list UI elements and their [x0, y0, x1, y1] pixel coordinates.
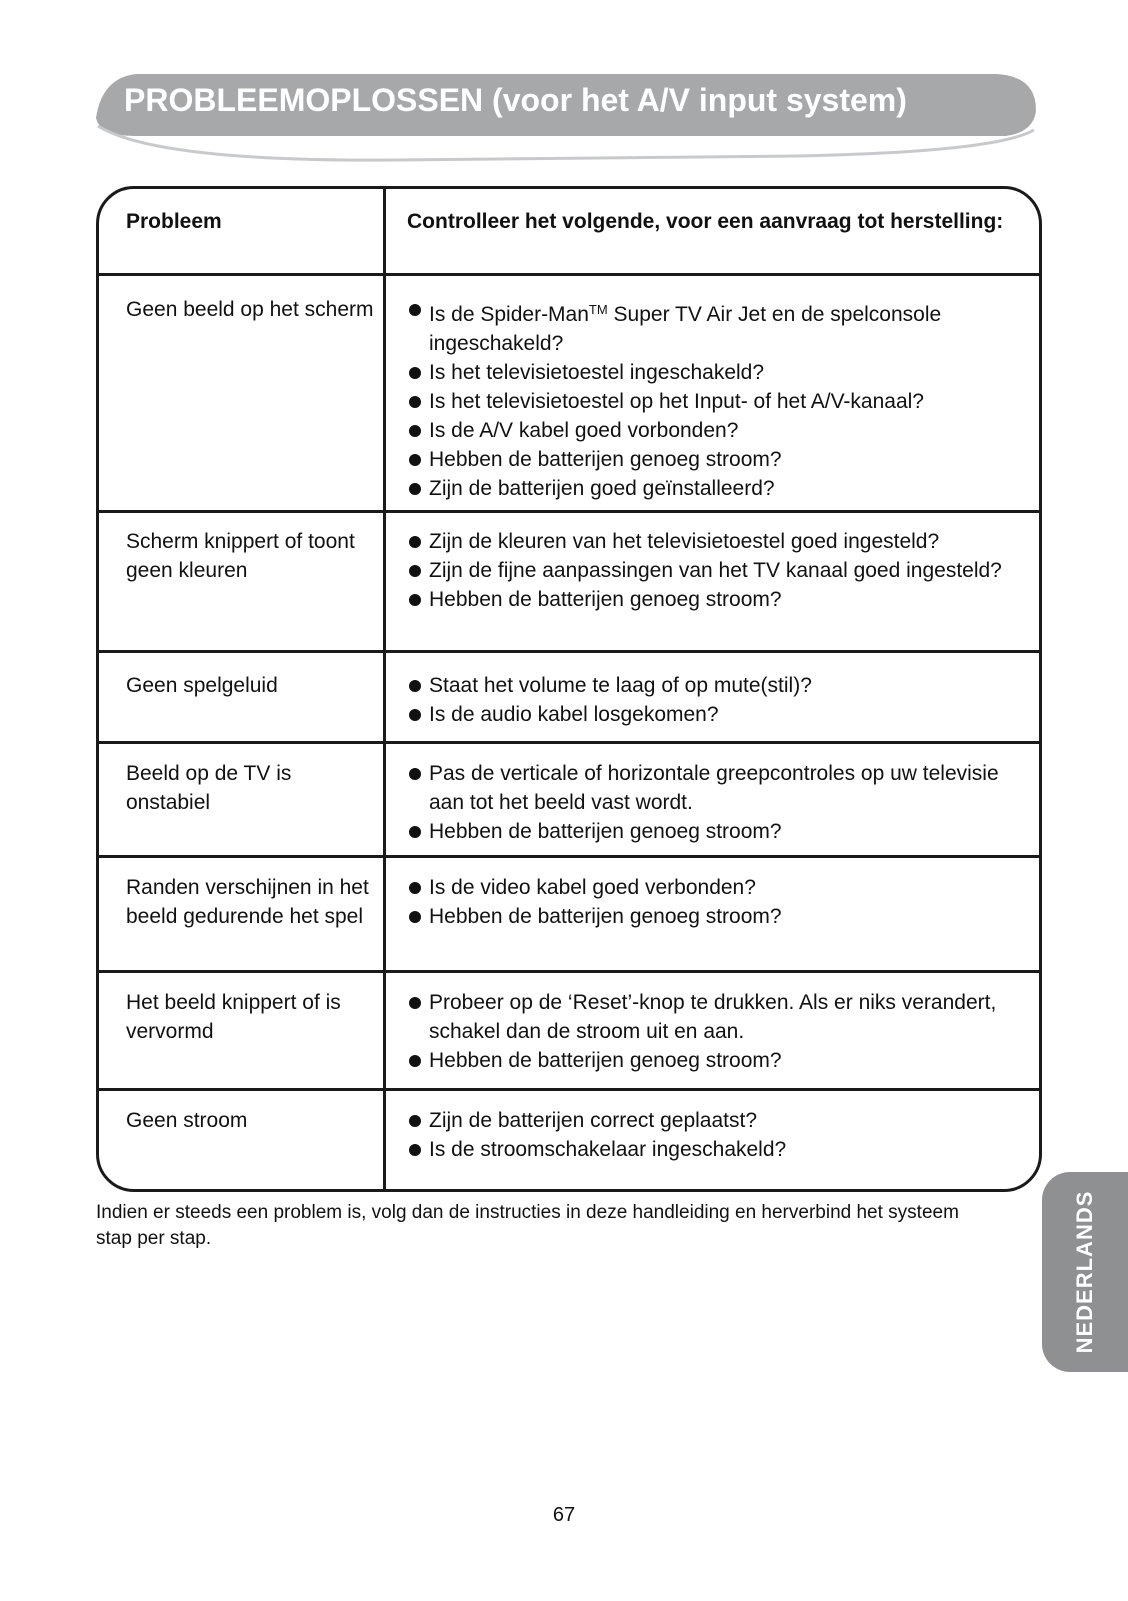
bullet-icon [409, 826, 421, 838]
problem-cell: Geen beeld op het scherm [126, 298, 374, 321]
table-row [99, 276, 1039, 513]
table-row [99, 858, 1039, 973]
bullet-icon [409, 997, 421, 1009]
check-text: Hebben de batterijen genoeg stroom? [429, 905, 782, 928]
bullet-icon [409, 911, 421, 923]
section-header-banner [96, 70, 1042, 170]
check-text: Hebben de batterijen genoeg stroom? [429, 820, 782, 843]
bullet-icon [409, 680, 421, 692]
list-item [407, 445, 1027, 474]
bullet-icon [409, 594, 421, 606]
check-text: Is de stroomschakelaar ingeschakeld? [429, 1138, 787, 1161]
list-item [407, 817, 1027, 846]
list-item [407, 671, 1027, 700]
list-item [407, 700, 1027, 729]
list-item [407, 556, 1027, 585]
check-text: Pas de verticale of horizontale greepcontroles op uw televisie aan tot het beeld vast wordt. [429, 762, 999, 814]
check-text: Hebben de batterijen genoeg stroom? [429, 588, 782, 611]
check-text: Zijn de batterijen goed geïnstalleerd? [429, 477, 775, 500]
list-item [407, 759, 1027, 817]
bullet-icon [409, 536, 421, 548]
check-text: Zijn de batterijen correct geplaatst? [429, 1109, 758, 1132]
table-row [99, 744, 1039, 858]
bullet-icon [409, 565, 421, 577]
problem-cell: Geen spelgeluid [126, 674, 278, 697]
check-text-continued: Super TV Air Jet en de spelconsole ingeschakeld? [429, 303, 942, 355]
check-text: Staat het volume te laag of op mute(stil)? [429, 674, 812, 697]
check-text: Is het televisietoestel ingeschakeld? [429, 361, 765, 384]
list-item [407, 873, 1027, 902]
check-text: Hebben de batterijen genoeg stroom? [429, 1049, 782, 1072]
list-item [407, 474, 1027, 503]
list-item [407, 387, 1027, 416]
table-row [99, 973, 1039, 1091]
troubleshooting-table [96, 186, 1042, 1192]
bullet-icon [409, 396, 421, 408]
check-list [407, 988, 1027, 1075]
check-text: Zijn de kleuren van het televisietoestel goed ingesteld? [429, 530, 940, 553]
list-item [407, 1135, 1027, 1164]
bullet-icon [409, 454, 421, 466]
table-row [99, 513, 1039, 653]
check-text: Is de A/V kabel goed vorbonden? [429, 419, 739, 442]
bullet-icon [409, 1115, 421, 1127]
problem-cell: Beeld op de TV is onstabiel [126, 762, 292, 814]
page-title: PROBLEEMOPLOSSEN (voor het A/V input system) [124, 82, 907, 118]
table-row [99, 1091, 1039, 1189]
bullet-icon [409, 1144, 421, 1156]
list-item [407, 527, 1027, 556]
check-text: Is de video kabel goed verbonden? [429, 876, 756, 899]
list-item [407, 1046, 1027, 1075]
column-header-problem: Probleem [126, 210, 222, 233]
problem-cell: Geen stroom [126, 1109, 248, 1132]
bullet-icon [409, 882, 421, 894]
language-label: NEDERLANDS [1072, 1190, 1097, 1354]
trademark-mark: TM [588, 302, 608, 317]
list-item [407, 358, 1027, 387]
check-text: Hebben de batterijen genoeg stroom? [429, 448, 782, 471]
check-text: Zijn de fijne aanpassingen van het TV kanaal goed ingesteld? [429, 559, 1002, 582]
column-header-check: Controlleer het volgende, voor een aanvraag tot herstelling: [407, 210, 1004, 233]
check-list [407, 873, 1027, 931]
list-item [407, 902, 1027, 931]
check-text: Is de audio kabel losgekomen? [429, 703, 719, 726]
check-list [407, 295, 1027, 503]
language-side-tab [1042, 1172, 1128, 1372]
check-list [407, 759, 1027, 846]
list-item [407, 1106, 1027, 1135]
bullet-icon [409, 768, 421, 780]
list-item [407, 988, 1027, 1046]
footer-note: Indien er steeds een problem is, volg dan de instructies in deze handleiding en herverbind het systeem stap per stap. [96, 1202, 959, 1249]
problem-cell: Scherm knippert of toont geen kleuren [126, 530, 355, 582]
list-item [407, 585, 1027, 614]
list-item [407, 416, 1027, 445]
problem-cell: Randen verschijnen in het beeld gedurende het spel [126, 876, 369, 928]
bullet-icon [409, 367, 421, 379]
bullet-icon [409, 1055, 421, 1067]
table-row [99, 653, 1039, 744]
bullet-icon [409, 425, 421, 437]
check-text: Is het televisietoestel op het Input- of het A/V-kanaal? [429, 390, 924, 413]
check-list [407, 1106, 1027, 1164]
check-text: Is de Spider-Man [429, 303, 589, 326]
problem-cell: Het beeld knippert of is vervormd [126, 991, 341, 1043]
bullet-icon [409, 304, 421, 316]
bullet-icon [409, 483, 421, 495]
page-number: 67 [552, 1504, 576, 1526]
check-text: Probeer op de ‘Reset’-knop te drukken. Als er niks verandert, schakel dan de stroom uit en aan. [429, 991, 997, 1043]
check-list [407, 671, 1027, 729]
bullet-icon [409, 709, 421, 721]
list-item [407, 295, 1027, 358]
table-header-row [99, 189, 1039, 276]
check-list [407, 527, 1027, 614]
